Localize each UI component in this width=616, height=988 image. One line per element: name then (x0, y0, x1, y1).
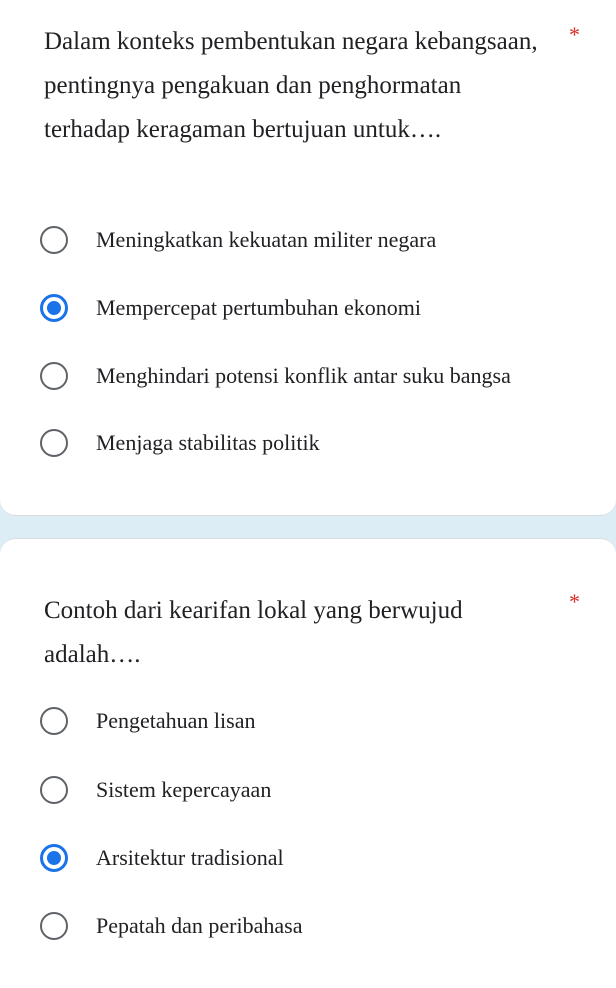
option-label: Menjaga stabilitas politik (96, 430, 320, 455)
radio-option-pepatah-dan-peribahasa[interactable] (40, 904, 302, 948)
option-label: Meningkatkan kekuatan militer negara (96, 227, 437, 252)
question-title: Dalam konteks pembentukan negara kebangsaan, pentingnya pengakuan dan penghormatan terhadap keragaman bertujuan untuk…. (44, 28, 538, 143)
radio-button[interactable] (40, 429, 68, 457)
option-label: Pepatah dan peribahasa (96, 913, 303, 938)
radio-button[interactable] (40, 226, 68, 254)
option-label: Menghindari potensi konflik antar suku bangsa (96, 363, 511, 388)
radio-option-menghindari-potensi-konflik[interactable] (40, 354, 511, 398)
question-title: Contoh dari kearifan lokal yang berwujud adalah…. (44, 597, 463, 668)
radio-option-pengetahuan-lisan[interactable] (40, 699, 255, 743)
radio-button[interactable] (40, 844, 68, 872)
radio-option-mempercepat-pertumbuhan-ekonomi[interactable] (40, 286, 421, 330)
radio-button[interactable] (40, 362, 68, 390)
required-asterisk: * (569, 589, 580, 614)
radio-button[interactable] (40, 294, 68, 322)
option-label: Arsitektur tradisional (96, 845, 284, 870)
question-card-2 (0, 538, 616, 988)
option-label: Sistem kepercayaan (96, 777, 272, 802)
radio-option-sistem-kepercayaan[interactable] (40, 768, 271, 812)
radio-option-menjaga-stabilitas-politik[interactable] (40, 421, 320, 465)
required-asterisk: * (569, 22, 580, 47)
option-label: Mempercepat pertumbuhan ekonomi (96, 295, 422, 320)
radio-button[interactable] (40, 776, 68, 804)
radio-option-arsitektur-tradisional[interactable] (40, 836, 284, 880)
radio-button[interactable] (40, 707, 68, 735)
radio-button[interactable] (40, 912, 68, 940)
option-label: Pengetahuan lisan (96, 708, 256, 733)
radio-option-meningkatkan-kekuatan-militer[interactable] (40, 218, 436, 262)
